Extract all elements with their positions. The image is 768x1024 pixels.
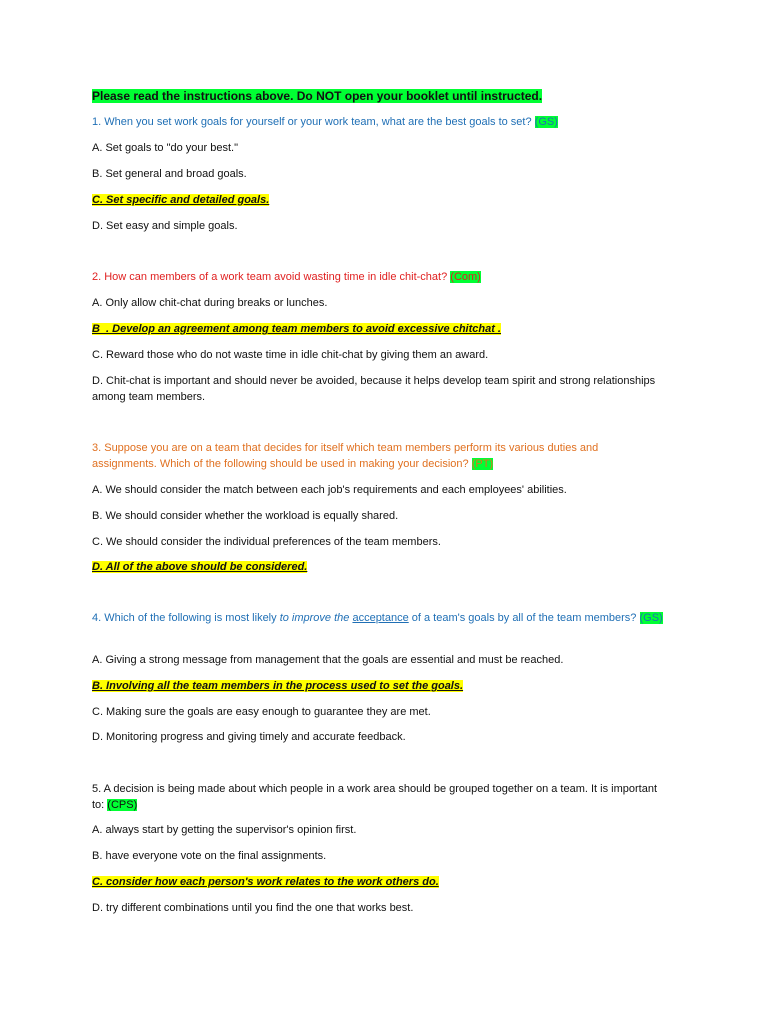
q5-option-d: D. try different combinations until you find the one that works best. — [92, 902, 414, 914]
q4-option-c: C. Making sure the goals are easy enough to guarantee they are met. — [92, 706, 431, 718]
question-2 — [92, 269, 481, 285]
question-2-tag: (Com) — [450, 271, 481, 283]
question-5-text: 5. A decision is being made about which people in a work area should be grouped together on a team. It is important to: — [92, 783, 658, 811]
q3-option-c: C. We should consider the individual preferences of the team members. — [92, 536, 441, 548]
q5-option-c-answer — [92, 874, 439, 890]
q4-option-d: D. Monitoring progress and giving timely and accurate feedback. — [92, 731, 406, 743]
question-2-text: 2. How can members of a work team avoid wasting time in idle chit-chat? — [92, 271, 448, 283]
q5-option-a: A. always start by getting the supervisor's opinion first. — [92, 824, 357, 836]
q1-option-d: D. Set easy and simple goals. — [92, 220, 238, 232]
q1-option-c-answer — [92, 192, 269, 208]
instructions-banner — [92, 88, 542, 105]
q2-option-b-answer — [92, 321, 501, 337]
q3-option-b: B. We should consider whether the workload is equally shared. — [92, 510, 399, 522]
q2-option-c: C. Reward those who do not waste time in idle chit-chat by giving them an award. — [92, 349, 489, 361]
q5-correct-answer: C. consider how each person's work relates to the work others do. — [92, 876, 439, 888]
question-1 — [92, 114, 558, 130]
q3-option-a: A. We should consider the match between each job's requirements and each employees' abilities. — [92, 484, 567, 496]
question-4-text-start: 4. Which of the following is most likely — [92, 612, 280, 624]
question-4-text-end: of a team's goals by all of the team members? — [408, 612, 637, 624]
q3-correct-answer: D. All of the above should be considered. — [92, 561, 308, 573]
q2-option-d: D. Chit-chat is important and should never be avoided, because it helps develop team spirit and strong relationships among team members. — [92, 375, 656, 403]
instructions-banner-text: Please read the instructions above. Do NOT open your booklet until instructed. — [92, 89, 543, 103]
q3-option-d-answer — [92, 559, 307, 575]
q1-option-a: A. Set goals to "do your best." — [92, 142, 239, 154]
question-3-text: 3. Suppose you are on a team that decides for itself which team members perform its various duties and assignments. Which of the following should be used in making your decision? — [92, 442, 599, 470]
question-1-text: 1. When you set work goals for yourself or your work team, what are the best goals to set? — [92, 116, 532, 128]
q4-correct-answer: B. Involving all the team members in the process used to set the goals. — [92, 680, 464, 692]
q4-option-a: A. Giving a strong message from management that the goals are essential and must be reached. — [92, 654, 564, 666]
question-4-text-italic: to improve the — [279, 612, 353, 624]
question-4 — [92, 610, 664, 626]
q2-option-a: A. Only allow chit-chat during breaks or lunches. — [92, 297, 328, 309]
question-3-tag: (PT) — [471, 458, 494, 470]
q2-correct-answer: B_. Develop an agreement among team members to avoid excessive chitchat . — [92, 323, 501, 335]
q5-option-b: B. have everyone vote on the final assignments. — [92, 850, 327, 862]
q1-correct-answer: C. Set specific and detailed goals. — [92, 194, 270, 206]
q4-option-b-answer — [92, 678, 463, 694]
q1-option-b: B. Set general and broad goals. — [92, 168, 247, 180]
question-1-tag: (GS) — [534, 116, 558, 128]
question-4-text-underline: acceptance — [352, 612, 409, 624]
question-3 — [92, 440, 664, 472]
question-5-tag: (CPS) — [107, 799, 138, 811]
question-5 — [92, 781, 664, 813]
question-4-tag: (GS) — [639, 612, 663, 624]
